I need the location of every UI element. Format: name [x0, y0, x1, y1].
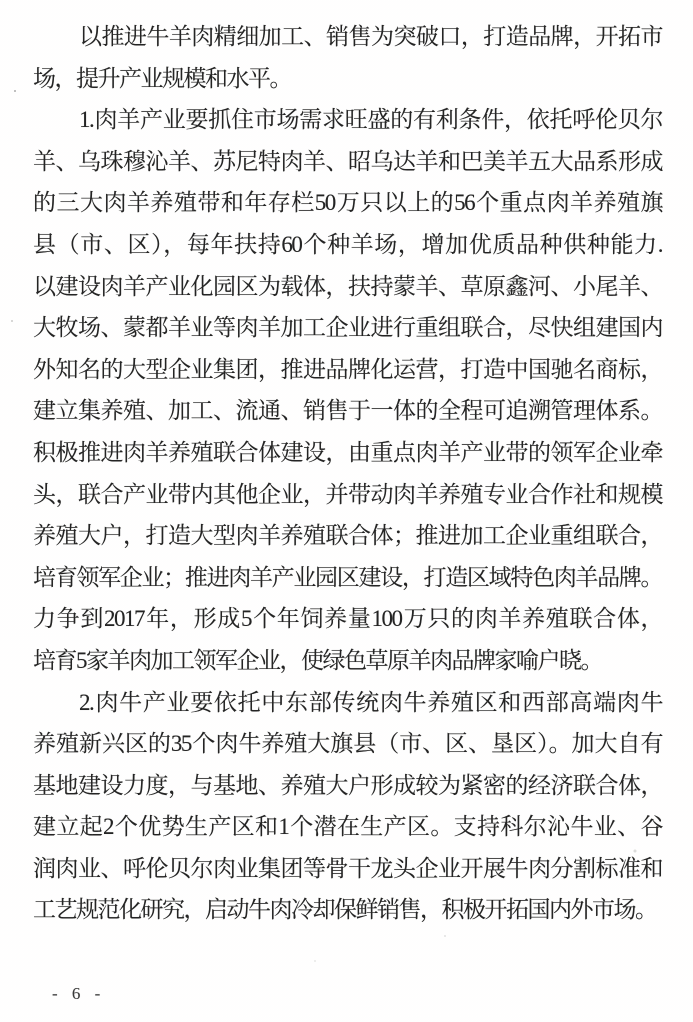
- text-line: 1.肉羊产业要抓住市场需求旺盛的有利条件，依托呼伦贝尔: [79, 107, 662, 133]
- text-line: 场，提升产业规模和水平。: [33, 65, 291, 91]
- text-line: 2.肉牛产业要依托中东部传统肉牛养殖区和西部高端肉牛: [79, 689, 662, 715]
- text-line: 建立起2个优势生产区和1个潜在生产区。支持科尔沁牛业、谷: [33, 814, 662, 840]
- text-line: 培育领军企业；推进肉羊产业园区建设，打造区域特色肉羊品牌。: [33, 564, 662, 590]
- text-line: 羊、乌珠穆沁羊、苏尼特肉羊、昭乌达羊和巴美羊五大品系形成: [33, 148, 662, 174]
- text-line: 的三大肉羊养殖带和年存栏50万只以上的56个重点肉羊养殖旗: [33, 190, 662, 216]
- text-line: 培育5家羊肉加工领军企业，使绿色草原羊肉品牌家喻户晓。: [33, 647, 602, 673]
- text-line: 头，联合产业带内其他企业，并带动肉羊养殖专业合作社和规模: [33, 481, 662, 507]
- text-line: 建立集养殖、加工、流通、销售于一体的全程可追溯管理体系。: [33, 398, 662, 424]
- text-line: 工艺规范化研究，启动牛肉冷却保鲜销售，积极开拓国内外市场。: [33, 897, 657, 923]
- text-line: 润肉业、呼伦贝尔肉业集团等骨干龙头企业开展牛肉分割标准和: [33, 855, 662, 881]
- text-line: 大牧场、蒙都羊业等肉羊加工企业进行重组联合，尽快组建国内: [33, 315, 662, 341]
- text-line: 养殖新兴区的35个肉牛养殖大旗县（市、区、垦区）。加大自有: [33, 731, 662, 757]
- text-line: 积极推进肉羊养殖联合体建设，由重点肉羊产业带的领军企业牵: [33, 439, 662, 465]
- text-line: 基地建设力度，与基地、养殖大户形成较为紧密的经济联合体，: [33, 772, 662, 798]
- text-line: 力争到2017年，形成5个年饲养量100万只的肉羊养殖联合体，: [33, 606, 662, 632]
- text-line: 以推进牛羊肉精细加工、销售为突破口，打造品牌，开拓市: [79, 24, 662, 49]
- page-number: - 6 -: [52, 984, 106, 1003]
- text-line: 外知名的大型企业集团，推进品牌化运营，打造中国驰名商标，: [33, 356, 662, 382]
- text-line: 养殖大户，打造大型肉羊养殖联合体；推进加工企业重组联合，: [33, 523, 662, 549]
- text-line: 以建设肉羊产业化园区为载体，扶持蒙羊、草原鑫河、小尾羊、: [33, 273, 662, 299]
- text-column: [33, 16, 662, 931]
- scan-speck: [14, 90, 16, 92]
- text-line: 县（市、区），每年扶持60个种羊场，增加优质品种供种能力.: [33, 231, 662, 257]
